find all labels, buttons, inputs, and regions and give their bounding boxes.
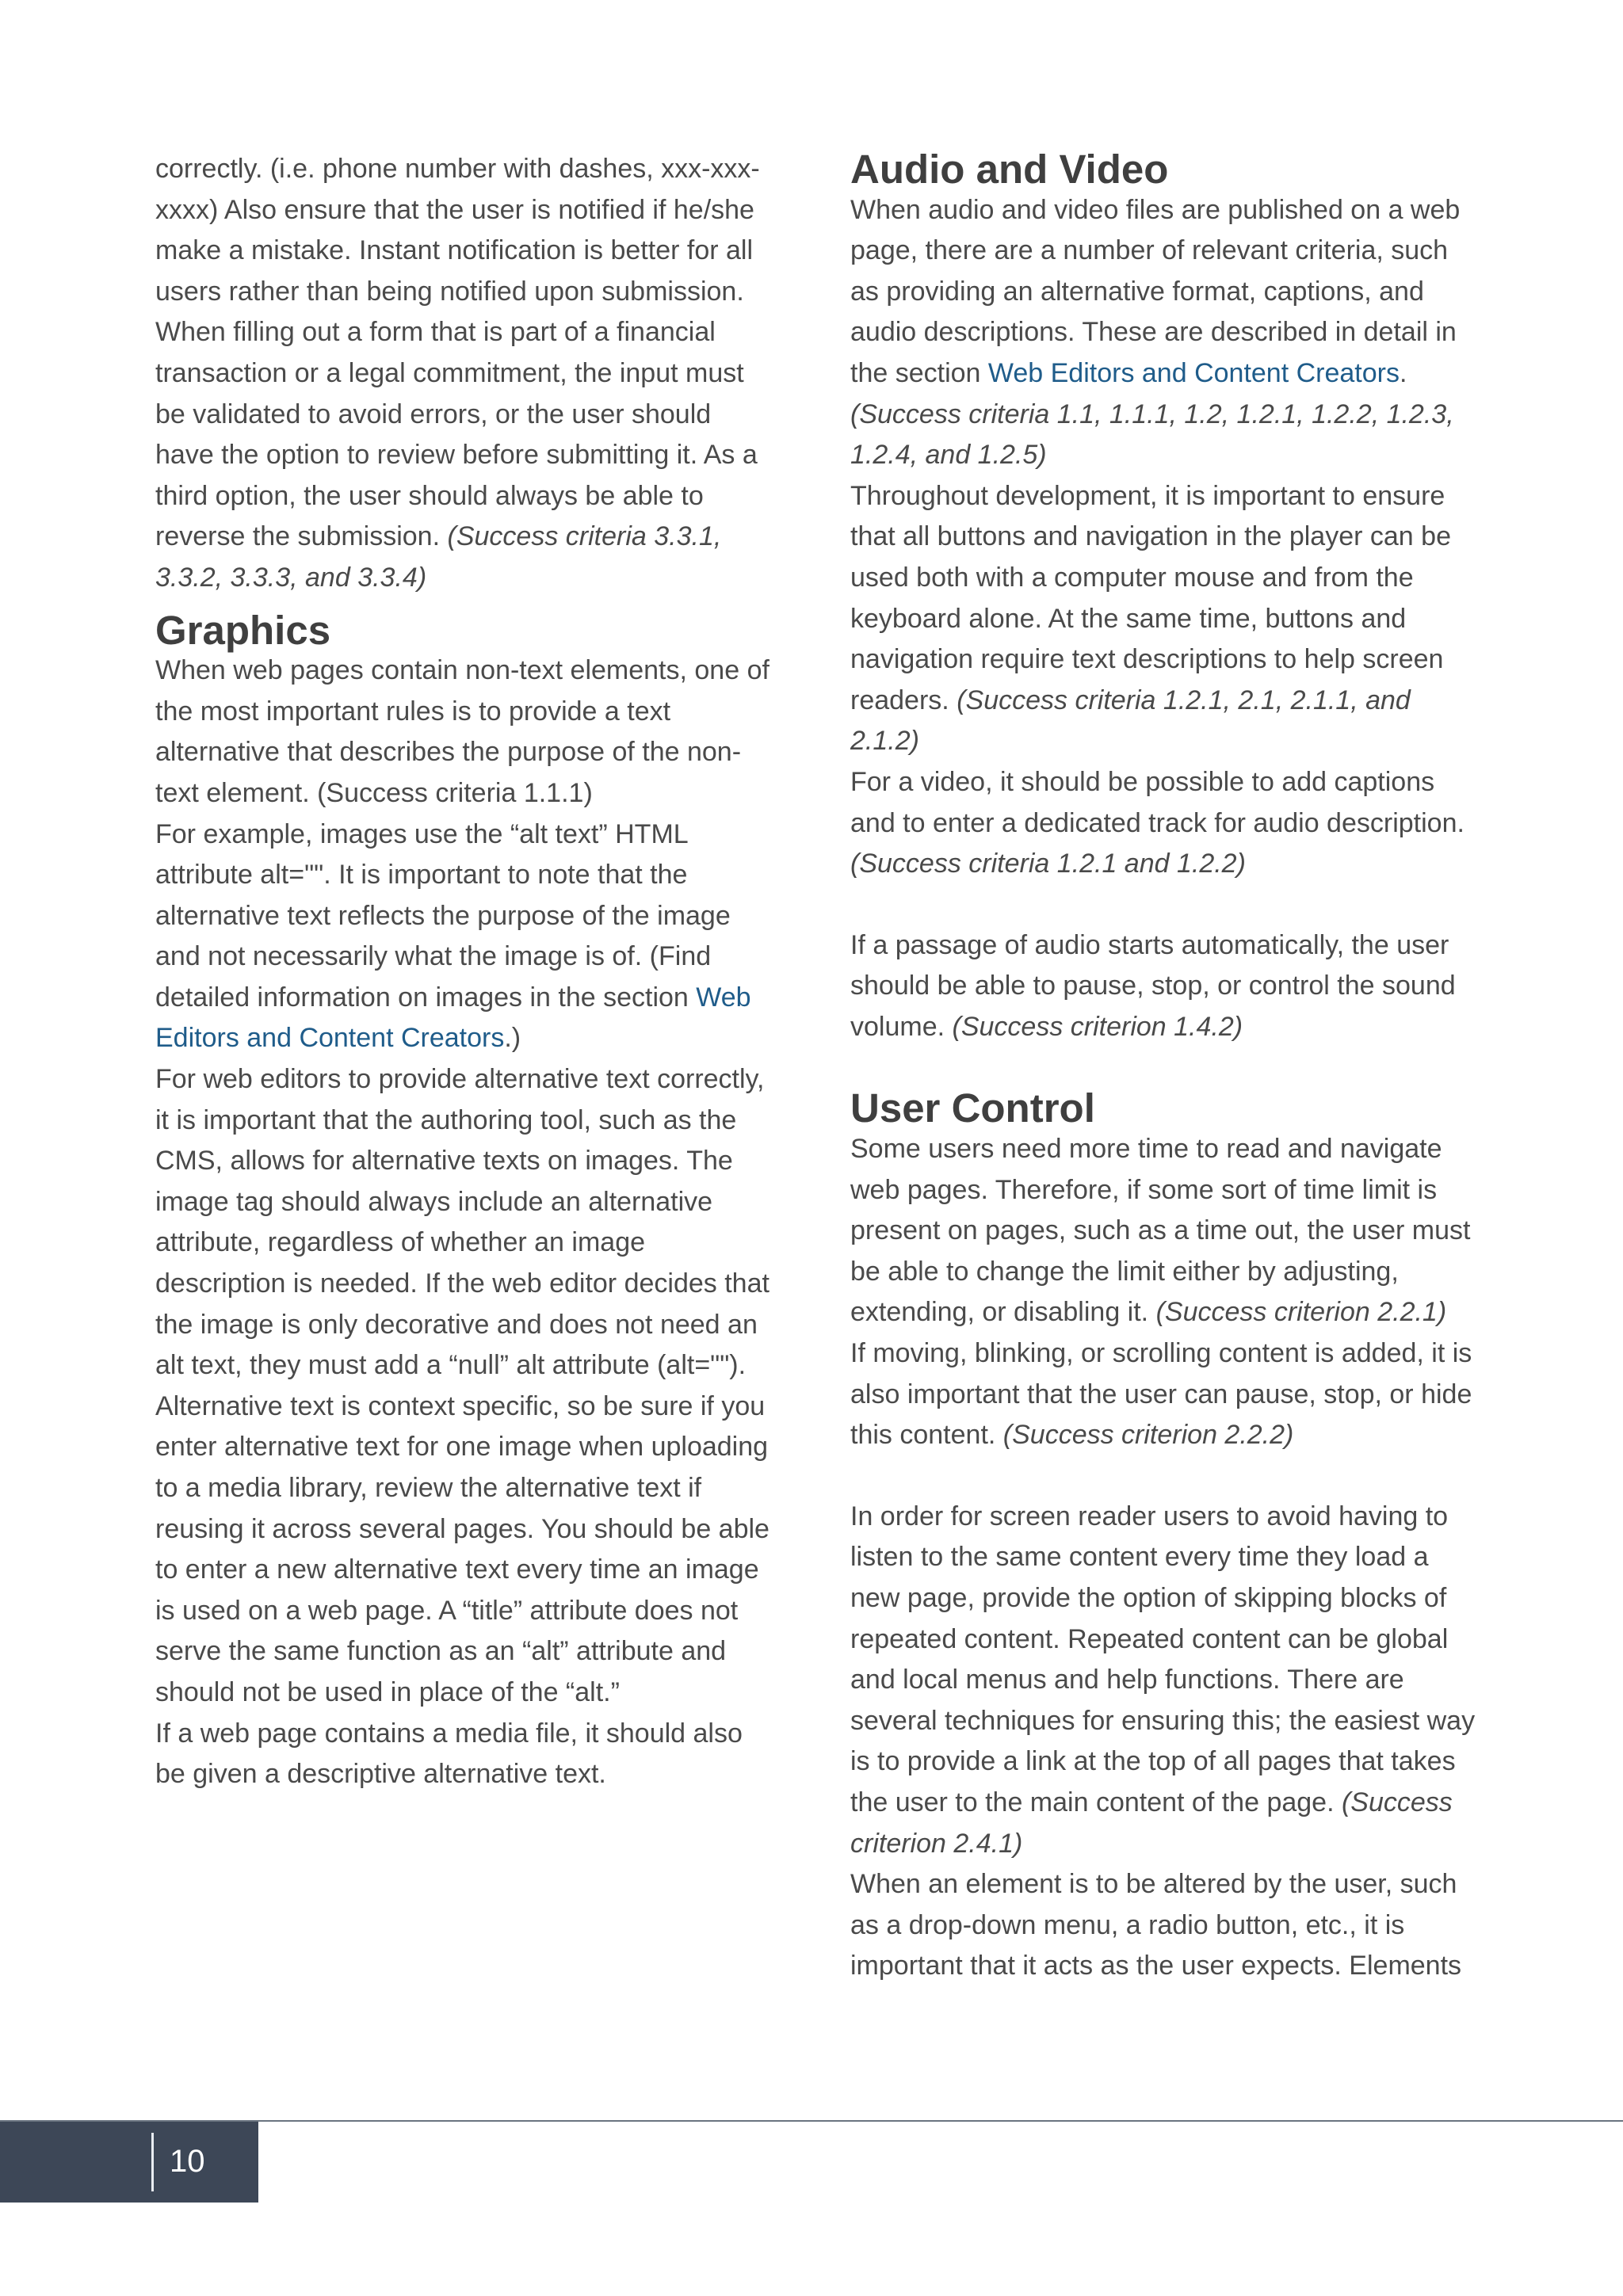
web-editors-content-creators-link[interactable]: Web Editors and Content Creators xyxy=(987,357,1400,388)
audio-video-criteria-4: (Success criterion 1.4.2) xyxy=(952,1011,1243,1042)
audio-video-criteria-2: (Success criteria 1.2.1, 2.1, 2.1.1, and 2.1.2) xyxy=(850,685,1411,757)
audio-video-paragraph-2: Throughout development, it is important to ensure that all buttons and navigation in the player can be used both with a computer mouse and from the keyboard alone. At the same time, buttons and navigation require text descriptions to help screen readers. (Success criteria 1.2.1, 2.1, 2.1.1, and 2.1.2) xyxy=(850,480,1451,757)
validation-criteria: (Success criteria 3.3.1, 3.3.2, 3.3.3, and 3.3.4) xyxy=(155,521,722,593)
audio-video-paragraph-3: For a video, it should be possible to add captions and to enter a dedicated track for audio description. (Success criteria 1.2.1 and 1.2.2) xyxy=(850,766,1465,879)
audio-video-paragraph-1: When audio and video files are published on a web page, there are a number of relevant criteria, such as providing an alternative format, captions, and audio descriptions. These are described in detail in the section Web Editors and Content Creators. (Success criteria 1.1, 1.1.1, 1.2, 1.2.1, 1.2.2, 1.2.3, 1.2.4, and 1.2.5) xyxy=(850,194,1461,471)
user-control-criteria-1: (Success criterion 2.2.1) xyxy=(1155,1297,1447,1328)
graphics-paragraph-1: When web pages contain non-text elements, one of the most important rules is to provide a text alternative that describes the purpose of the non-text element. (Success criteria 1.1.1) xyxy=(155,655,769,808)
user-control-criteria-3: (Success criterion 2.4.1) xyxy=(850,1787,1453,1859)
graphics-paragraph-4: Alternative text is context specific, so be sure if you enter alternative text for one image when uploading to a media library, review the alternative text if reusing it across several pages. You should be able to enter a new alternative text every time an image is used on a web page. A “title” attribute does not serve the same function as an “alt” attribute and should not be used in place of the “alt.” xyxy=(155,1390,769,1707)
web-editors-link[interactable]: Web Editors and Content Creators xyxy=(155,982,751,1054)
graphics-paragraph-2: For example, images use the “alt text” HTML attribute alt="". It is important to note that the alternative text reflects the purpose of the image and not necessarily what the image is of. (Find detailed information on images in the section Web Editors and Content Creators.) xyxy=(155,818,751,1054)
user-control-criteria-2: (Success criterion 2.2.2) xyxy=(1002,1420,1294,1451)
user-control-paragraph-2: If moving, blinking, or scrolling content is added, it is also important that the user can pause, stop, or hide this content. (Success criterion 2.2.2) xyxy=(850,1338,1472,1451)
graphics-heading: Graphics xyxy=(155,607,331,653)
graphics-paragraph-5: If a web page contains a media file, it should also be given a descriptive alternative text. xyxy=(155,1718,743,1790)
user-control-paragraph-1: Some users need more time to read and navigate web pages. Therefore, if some sort of time limit is present on pages, such as a time out, the user must be able to change the limit either by adjusting, extending, or disabling it. (Success criterion 2.2.1) xyxy=(850,1134,1471,1328)
right-column xyxy=(850,149,1476,1987)
page-number-bar xyxy=(151,2133,154,2191)
audio-video-paragraph-4: If a passage of audio starts automatically, the user should be able to pause, stop, or control the sound volume. (Success criterion 1.4.2) xyxy=(850,929,1456,1042)
validation-paragraph: correctly. (i.e. phone number with dashes, xxx-xxx-xxxx) Also ensure that the user is notified if he/she make a mistake. Instant notification is better for all users rather than being notified upon submission. When filling out a form that is part of a financial transaction or a legal commitment, the input must be validated to avoid errors, or the user should have the option to review before submitting it. As a third option, the user should always be able to reverse the submission. (Success criteria 3.3.1, 3.3.2, 3.3.3, and 3.3.4) xyxy=(155,154,760,593)
audio-video-criteria-1: (Success criteria 1.1, 1.1.1, 1.2, 1.2.1, 1.2.2, 1.2.3, 1.2.4, and 1.2.5) xyxy=(850,399,1454,471)
user-control-heading: User Control xyxy=(850,1085,1095,1131)
page-number: 10 xyxy=(170,2144,205,2179)
user-control-paragraph-4: When an element is to be altered by the user, such as a drop-down menu, a radio button, etc., it is important that it acts as the user expects. Elements xyxy=(850,1869,1462,1981)
audio-video-criteria-3: (Success criteria 1.2.1 and 1.2.2) xyxy=(850,849,1246,879)
audio-video-heading: Audio and Video xyxy=(850,147,1169,192)
user-control-paragraph-3: In order for screen reader users to avoid having to listen to the same content every time they load a new page, provide the option of skipping blocks of repeated content. Repeated content can be global and local menus and help functions. There are several techniques for ensuring this; the easiest way is to provide a link at the top of all pages that takes the user to the main content of the page. (Success criterion 2.4.1) xyxy=(850,1501,1476,1859)
left-column xyxy=(155,149,773,1795)
page-number-box xyxy=(0,2122,258,2203)
graphics-paragraph-3: For web editors to provide alternative text correctly, it is important that the authoring tool, such as the CMS, allows for alternative texts on images. The image tag should always include an alternative attribute, regardless of whether an image description is needed. If the web editor decides that the image is only decorative and does not need an alt text, they must add a “null” alt attribute (alt=""). xyxy=(155,1064,769,1381)
